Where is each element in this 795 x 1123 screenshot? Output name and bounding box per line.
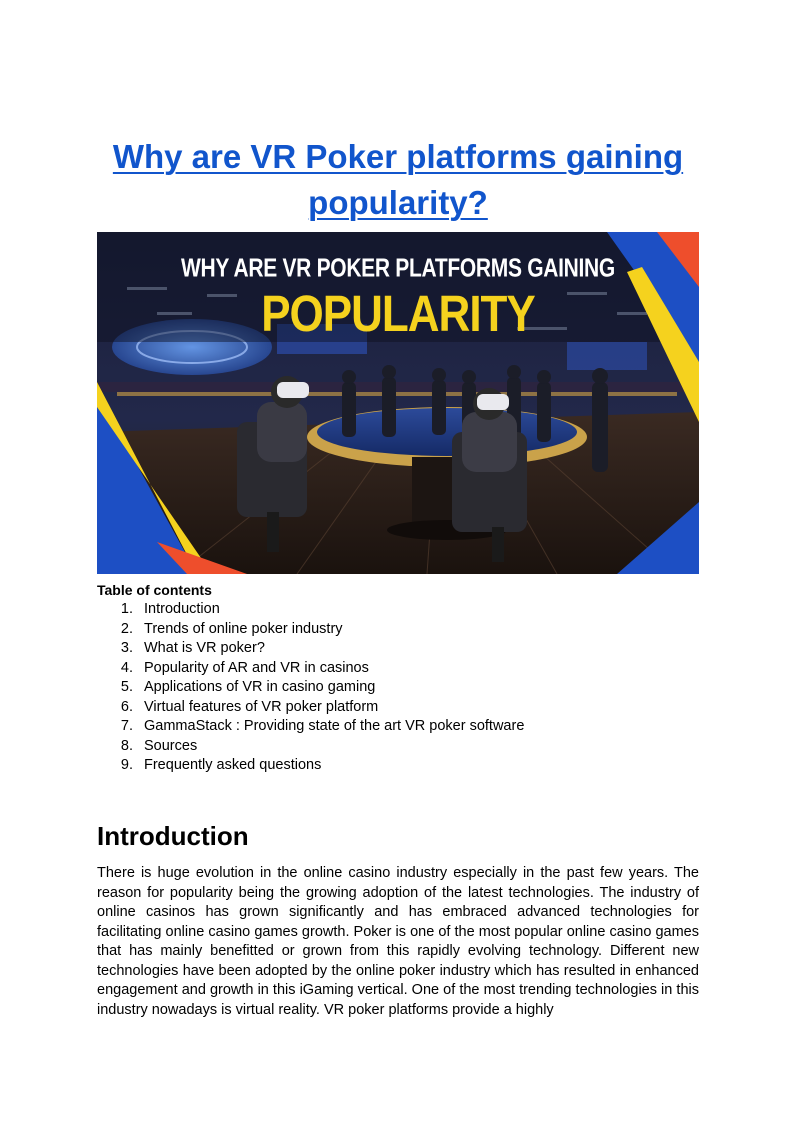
toc-item[interactable] xyxy=(97,639,524,659)
toc-item-label: Introduction xyxy=(144,601,220,617)
toc-item-label: Trends of online poker industry xyxy=(144,620,343,637)
toc-item[interactable] xyxy=(97,698,524,718)
toc-item[interactable] xyxy=(97,756,524,776)
toc-item[interactable] xyxy=(97,600,524,620)
toc-item-label: What is VR poker? xyxy=(144,640,265,656)
toc-item[interactable] xyxy=(97,678,524,698)
toc-heading: Table of contents xyxy=(97,582,212,598)
toc-item[interactable] xyxy=(97,659,524,679)
toc-item-label: Virtual features of VR poker platform xyxy=(144,698,379,715)
table-of-contents xyxy=(97,600,524,776)
page-title[interactable]: Why are VR Poker platforms gaining popularity? xyxy=(112,138,684,221)
toc-item-number: 3. xyxy=(120,640,133,656)
introduction-paragraph: There is huge evolution in the online casino industry especially in the past few years. The reason for popularity being the growing adoption of the latest technologies. The industry of online casinos has grown significantly and has embraced advanced technologies for facilitating online casino games growth. Poker is one of the most popular online casino games that has mainly benefitted or grown from this rapidly evolving technology. Different new technologies have been adopted by the online poker industry which has resulted in enhanced engagement and growth in this iGaming vertical. One of the most trending technologies in this industry nowadays is virtual reality. VR poker platforms provide a highly xyxy=(97,865,699,1018)
hero-heading-line1: WHY ARE VR POKER PLATFORMS GAINING xyxy=(181,254,615,283)
toc-item-label: Frequently asked questions xyxy=(144,757,322,773)
toc-item-label: Sources xyxy=(144,737,198,754)
toc-item[interactable] xyxy=(97,737,524,757)
toc-item-label: GammaStack : Providing state of the art VR poker software xyxy=(144,718,525,734)
toc-item-label: Popularity of AR and VR in casinos xyxy=(144,659,369,676)
toc-item[interactable] xyxy=(97,620,524,640)
toc-item-number: 6. xyxy=(120,698,133,715)
toc-item-number: 2. xyxy=(120,620,133,637)
toc-item-number: 8. xyxy=(120,737,133,754)
toc-item-number: 9. xyxy=(120,757,133,773)
toc-item-label: Applications of VR in casino gaming xyxy=(144,679,376,695)
hero-heading-line2: POPULARITY xyxy=(261,286,535,343)
introduction-heading: Introduction xyxy=(97,821,249,851)
toc-item-number: 1. xyxy=(120,601,133,617)
toc-item[interactable] xyxy=(97,717,524,737)
toc-item-number: 5. xyxy=(120,679,133,695)
toc-item-number: 7. xyxy=(120,718,133,734)
toc-item-number: 4. xyxy=(120,659,133,676)
